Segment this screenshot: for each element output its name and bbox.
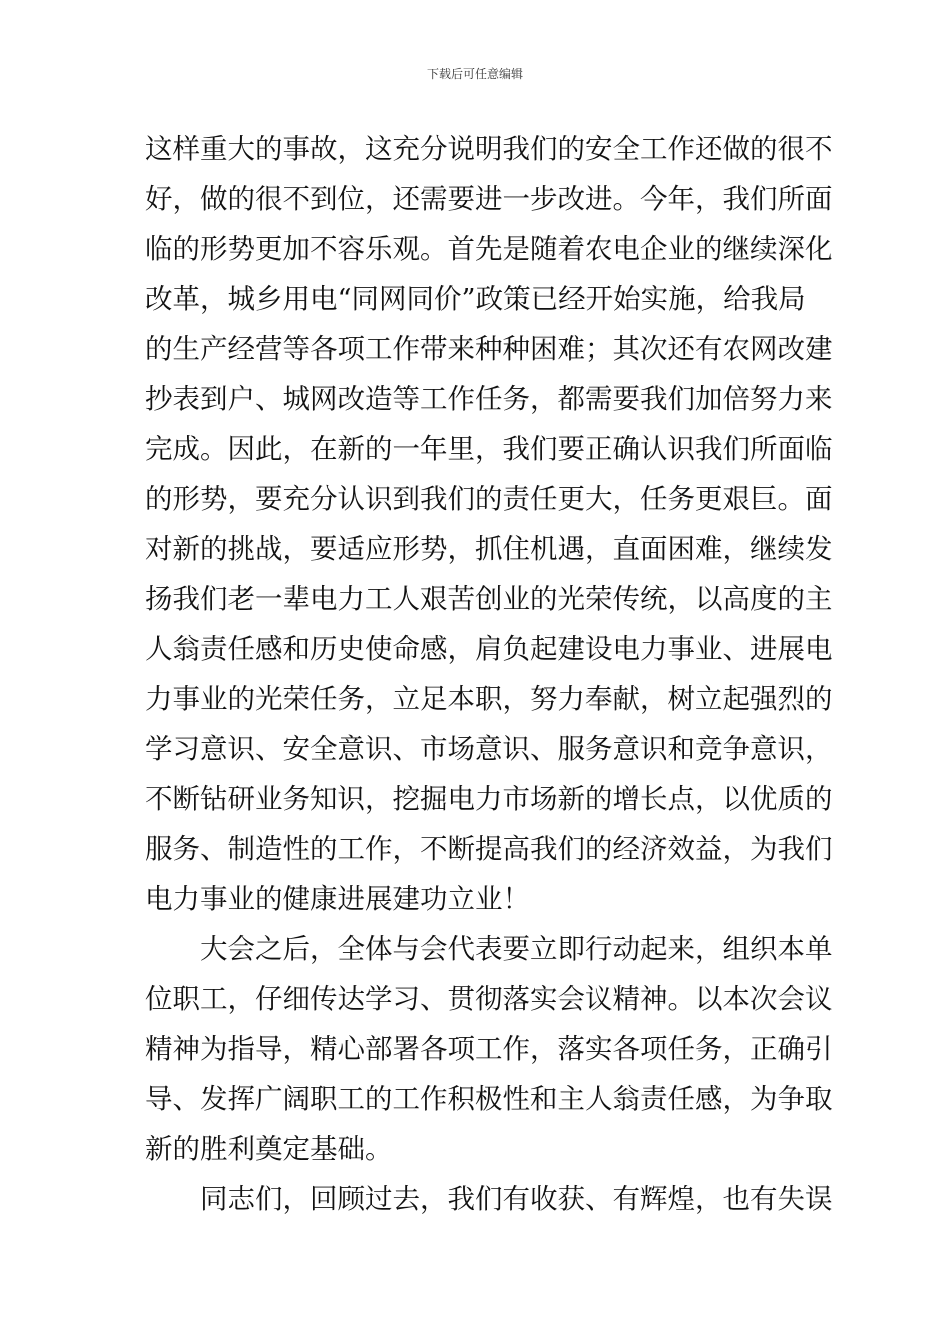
- text-line: 精神为指导，精心部署各项工作，落实各项任务，正确引: [145, 1033, 833, 1065]
- text-line: 临的形势更加不容乐观。首先是随着农电企业的继续深化: [145, 233, 833, 265]
- page-header: 下载后可任意编辑: [426, 67, 523, 81]
- text-line: 扬我们老一辈电力工人艰苦创业的光荣传统，以高度的主: [145, 583, 833, 615]
- text-line: 导、发挥广阔职工的工作积极性和主人翁责任感，为争取: [145, 1083, 833, 1115]
- text-line: 不断钻研业务知识，挖掘电力市场新的增长点，以优质的: [145, 783, 833, 815]
- text-line: 电力事业的健康进展建功立业！: [145, 883, 530, 915]
- text-line: 服务、制造性的工作，不断提高我们的经济效益，为我们: [145, 833, 833, 865]
- text-line: 这样重大的事故，这充分说明我们的安全工作还做的很不: [145, 133, 833, 165]
- text-line: 的形势，要充分认识到我们的责任更大，任务更艰巨。面: [145, 483, 833, 515]
- paragraph-start-line: 大会之后，全体与会代表要立即行动起来，组织本单: [200, 933, 833, 965]
- text-line: 完成。因此，在新的一年里，我们要正确认识我们所面临: [145, 433, 833, 465]
- text-line: 好，做的很不到位，还需要进一步改进。今年，我们所面: [145, 183, 833, 215]
- text-line: 新的胜利奠定基础。: [145, 1133, 393, 1165]
- text-line: 位职工，仔细传达学习、贯彻落实会议精神。以本次会议: [145, 983, 833, 1015]
- document-body: [145, 124, 833, 1224]
- text-line: 改革，城乡用电“同网同价”政策已经开始实施，给我局: [145, 283, 806, 315]
- text-line: 力事业的光荣任务，立足本职，努力奉献，树立起强烈的: [145, 683, 833, 715]
- text-line: 抄表到户、城网改造等工作任务，都需要我们加倍努力来: [145, 383, 833, 415]
- paragraph-start-line: 同志们，回顾过去，我们有收获、有辉煌，也有失误: [200, 1183, 833, 1215]
- text-line: 的生产经营等各项工作带来种种困难；其次还有农网改建: [145, 333, 833, 365]
- text-line: 人翁责任感和历史使命感，肩负起建设电力事业、进展电: [145, 633, 833, 665]
- text-line: 学习意识、安全意识、市场意识、服务意识和竞争意识，: [145, 733, 833, 765]
- text-line: 对新的挑战，要适应形势，抓住机遇，直面困难，继续发: [145, 533, 833, 565]
